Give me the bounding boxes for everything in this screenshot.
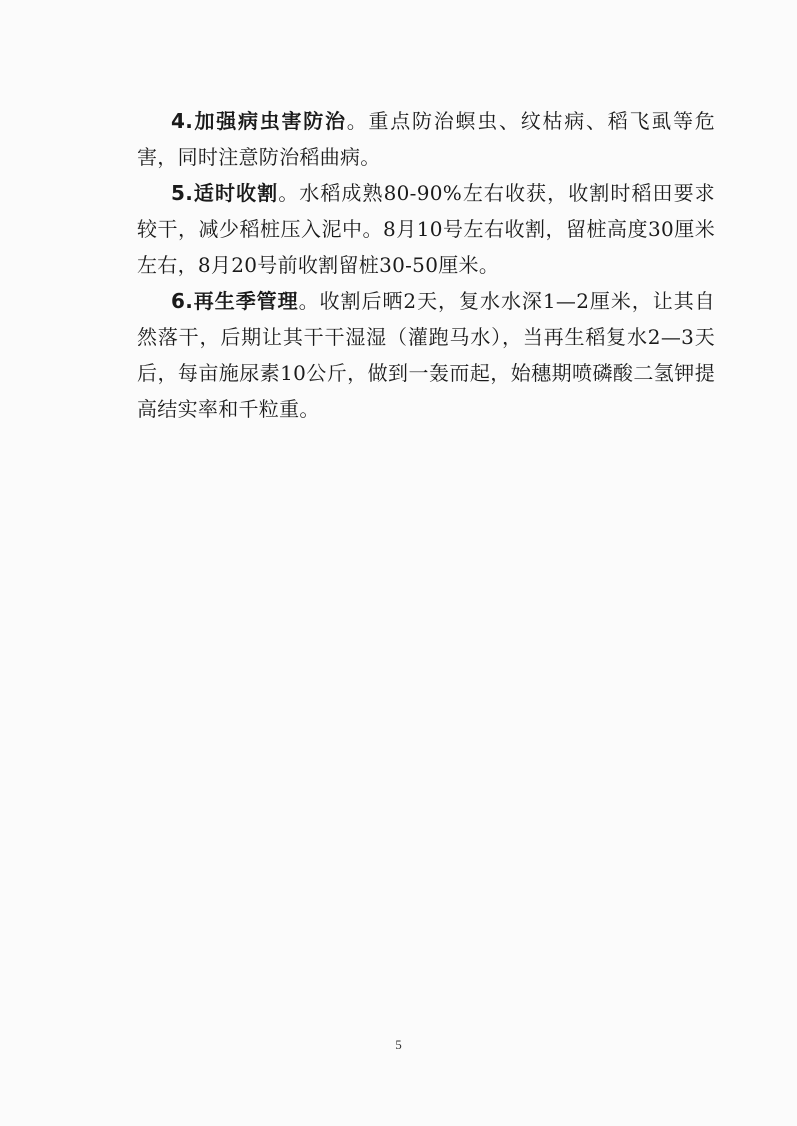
- paragraph-heading: 5.适时收割: [171, 181, 279, 205]
- paragraph-heading: 4.加强病虫害防治: [171, 109, 347, 133]
- page-number: 5: [395, 1037, 402, 1052]
- paragraph-text: 。收割后晒2天，复水水深1—2厘米，让其自然落干，后期让其干干湿湿（灌跑马水），当再生稻复水2—3天后，每亩施尿素10公斤，做到一轰而起，始穗期喷磷酸二氢钾提高结实率和千粒重。: [137, 289, 715, 421]
- paragraph-heading: 6.再生季管理: [171, 289, 299, 313]
- paragraph-ratoon-management: [137, 283, 715, 427]
- paragraph-text: 。重点防治螟虫、纹枯病、稻飞虱等危害，同时注意防治稻曲病。: [137, 109, 715, 169]
- paragraph-pest-control: [137, 103, 715, 175]
- paragraph-harvest: [137, 175, 715, 283]
- document-body: [137, 103, 715, 427]
- paragraph-text: 。水稻成熟80-90%左右收获，收割时稻田要求较干，减少稻桩压入泥中。8月10号左右收割，留桩高度30厘米左右，8月20号前收割留桩30-50厘米。: [137, 181, 715, 277]
